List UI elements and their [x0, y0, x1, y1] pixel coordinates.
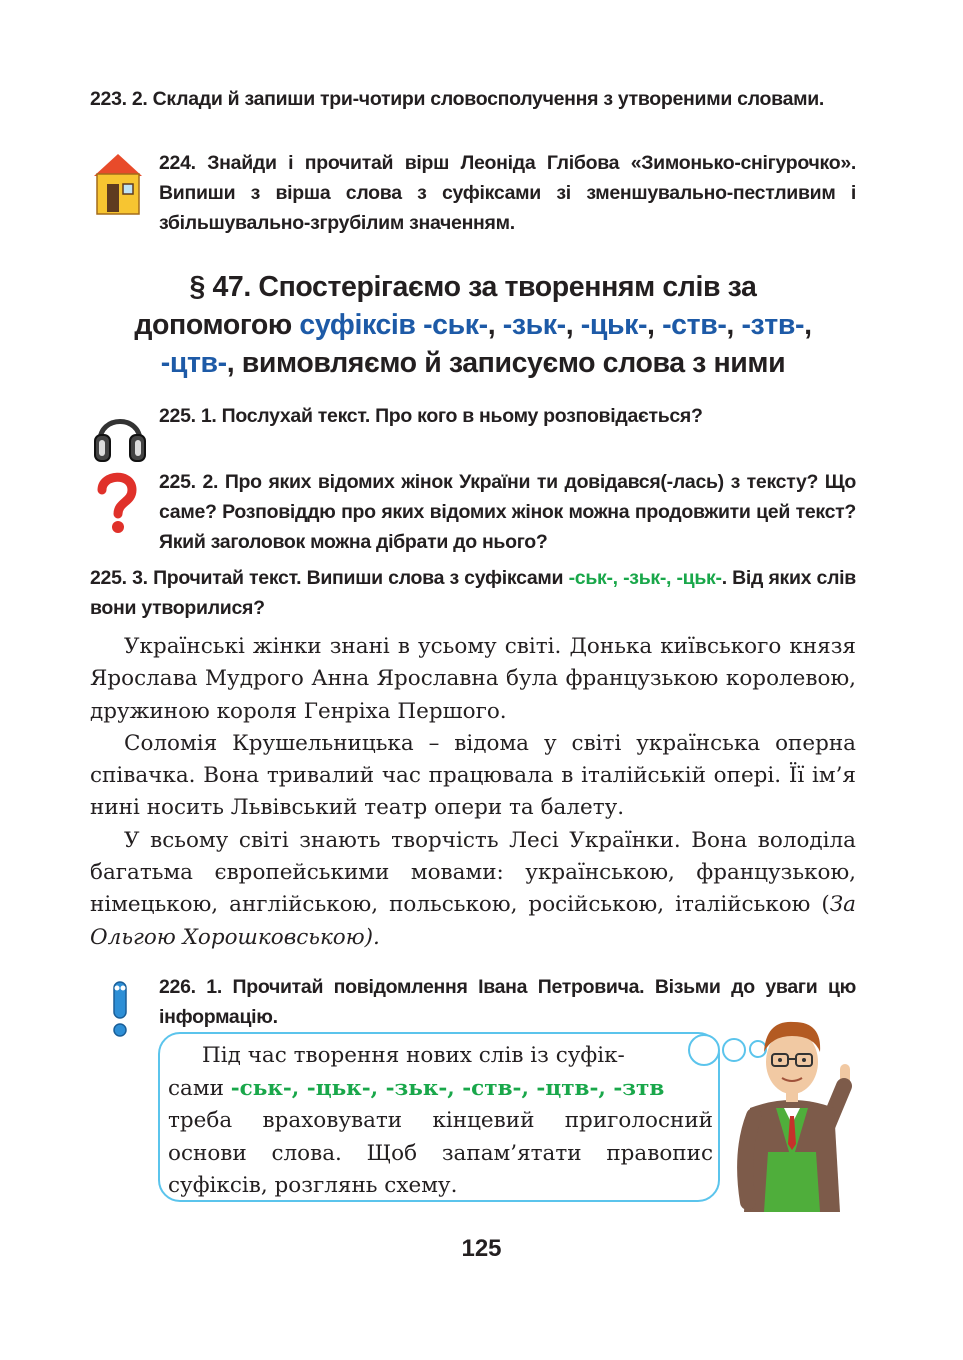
section-heading-line-3 [90, 344, 856, 382]
task-223-2: 223. 2. Склади й запиши три-чотири словосполучення з утвореними словами. [90, 88, 825, 110]
section-heading [90, 268, 856, 382]
info-line-2 [168, 1073, 713, 1106]
info-text-start: сами [168, 1075, 231, 1101]
task-225-3-suffixes: -ськ-, -зьк-, -цьк- [568, 567, 722, 589]
info-line-1: Під час творення нових слів із суфік- [202, 1043, 625, 1068]
headphones-icon [92, 405, 148, 463]
paragraph-3 [90, 825, 856, 954]
heading-text-end: , вимовляємо й записуємо слова з ними [226, 347, 786, 379]
suffix-zk: -зьк- [502, 309, 566, 341]
info-suffixes: -ськ-, -цьк-, -зьк-, -ств-, -цтв-, -зтв [230, 1075, 665, 1101]
info-text [168, 1040, 713, 1203]
heading-text: допомогою [134, 309, 300, 341]
paragraph-3-text: У всьому світі знають творчість Лесі Українки. Вона володіла багатьма європейськими мовами: українською, французькою, німецькою, англійською, польською, російською, італійською ( [90, 827, 856, 918]
section-heading-line-2: допомогою суфіксів -ськ-, -зьк-, -цьк-, -ств-, -зтв-, [134, 309, 812, 341]
page-number: 125 [461, 1235, 502, 1262]
house-icon [92, 152, 144, 216]
paragraph-2: Соломія Крушельницька – відома у світі українська оперна співачка. Вона тривалий час працювала в італійській опері. Її ім’я нині носить Львівський театр опери та балету. [90, 730, 856, 821]
suffix-stv: -ств- [662, 309, 727, 341]
task-225-1: 225. 1. Послухай текст. Про кого в ньому розповідається? [159, 405, 703, 427]
suffixes-label: суфіксів [299, 309, 416, 341]
source-citation: За Ольгою Хорошковською). [90, 892, 856, 950]
suffix-ztv: -зтв- [741, 309, 805, 341]
info-rest: треба враховувати кінцевий приголосний основи слова. Щоб запам’ятати правопис суфіксів, розглянь схему. [168, 1108, 713, 1198]
suffix-tsk: -цьк- [580, 309, 648, 341]
task-226-1: 226. 1. Прочитай повідомлення Івана Петровича. Візьми до уваги цю інформацію. [159, 976, 856, 1028]
reading-text [90, 631, 856, 954]
paragraph-1: Українські жінки знані в усьому світі. Донька київського князя Ярослава Мудрого Анна Ярославна була французькою королевою, дружиною короля Генріха Першого. [90, 634, 856, 724]
exclamation-mark-icon [106, 976, 134, 1038]
task-225-3-text: 225. 3. Прочитай текст. Випиши слова з суфіксами [90, 567, 569, 589]
suffix-sk: -ськ- [423, 309, 488, 341]
suffix-tstv: -цтв- [160, 347, 227, 379]
section-heading-line-1: § 47. Спостерігаємо за творенням слів за [189, 271, 757, 303]
task-225-3-text-end: . Від яких слів вони утворилися? [90, 567, 856, 619]
teacher-illustration [728, 1012, 862, 1212]
task-224: 224. Знайди і прочитай вірш Леоніда Глібова «Зимонько-снігурочко». Випиши з вірша слова з суфіксами зі зменшувально-пестливим і збільшувально-згрубілим значенням. [159, 152, 856, 234]
question-mark-icon [96, 472, 138, 534]
task-225-2: 225. 2. Про яких відомих жінок України ти довідався(-лась) з тексту? Що саме? Розповіддю про яких відомих жінок можна продовжити цей текст? Який заголовок можна дібрати до нього? [159, 471, 856, 553]
task-225-3 [90, 563, 856, 623]
